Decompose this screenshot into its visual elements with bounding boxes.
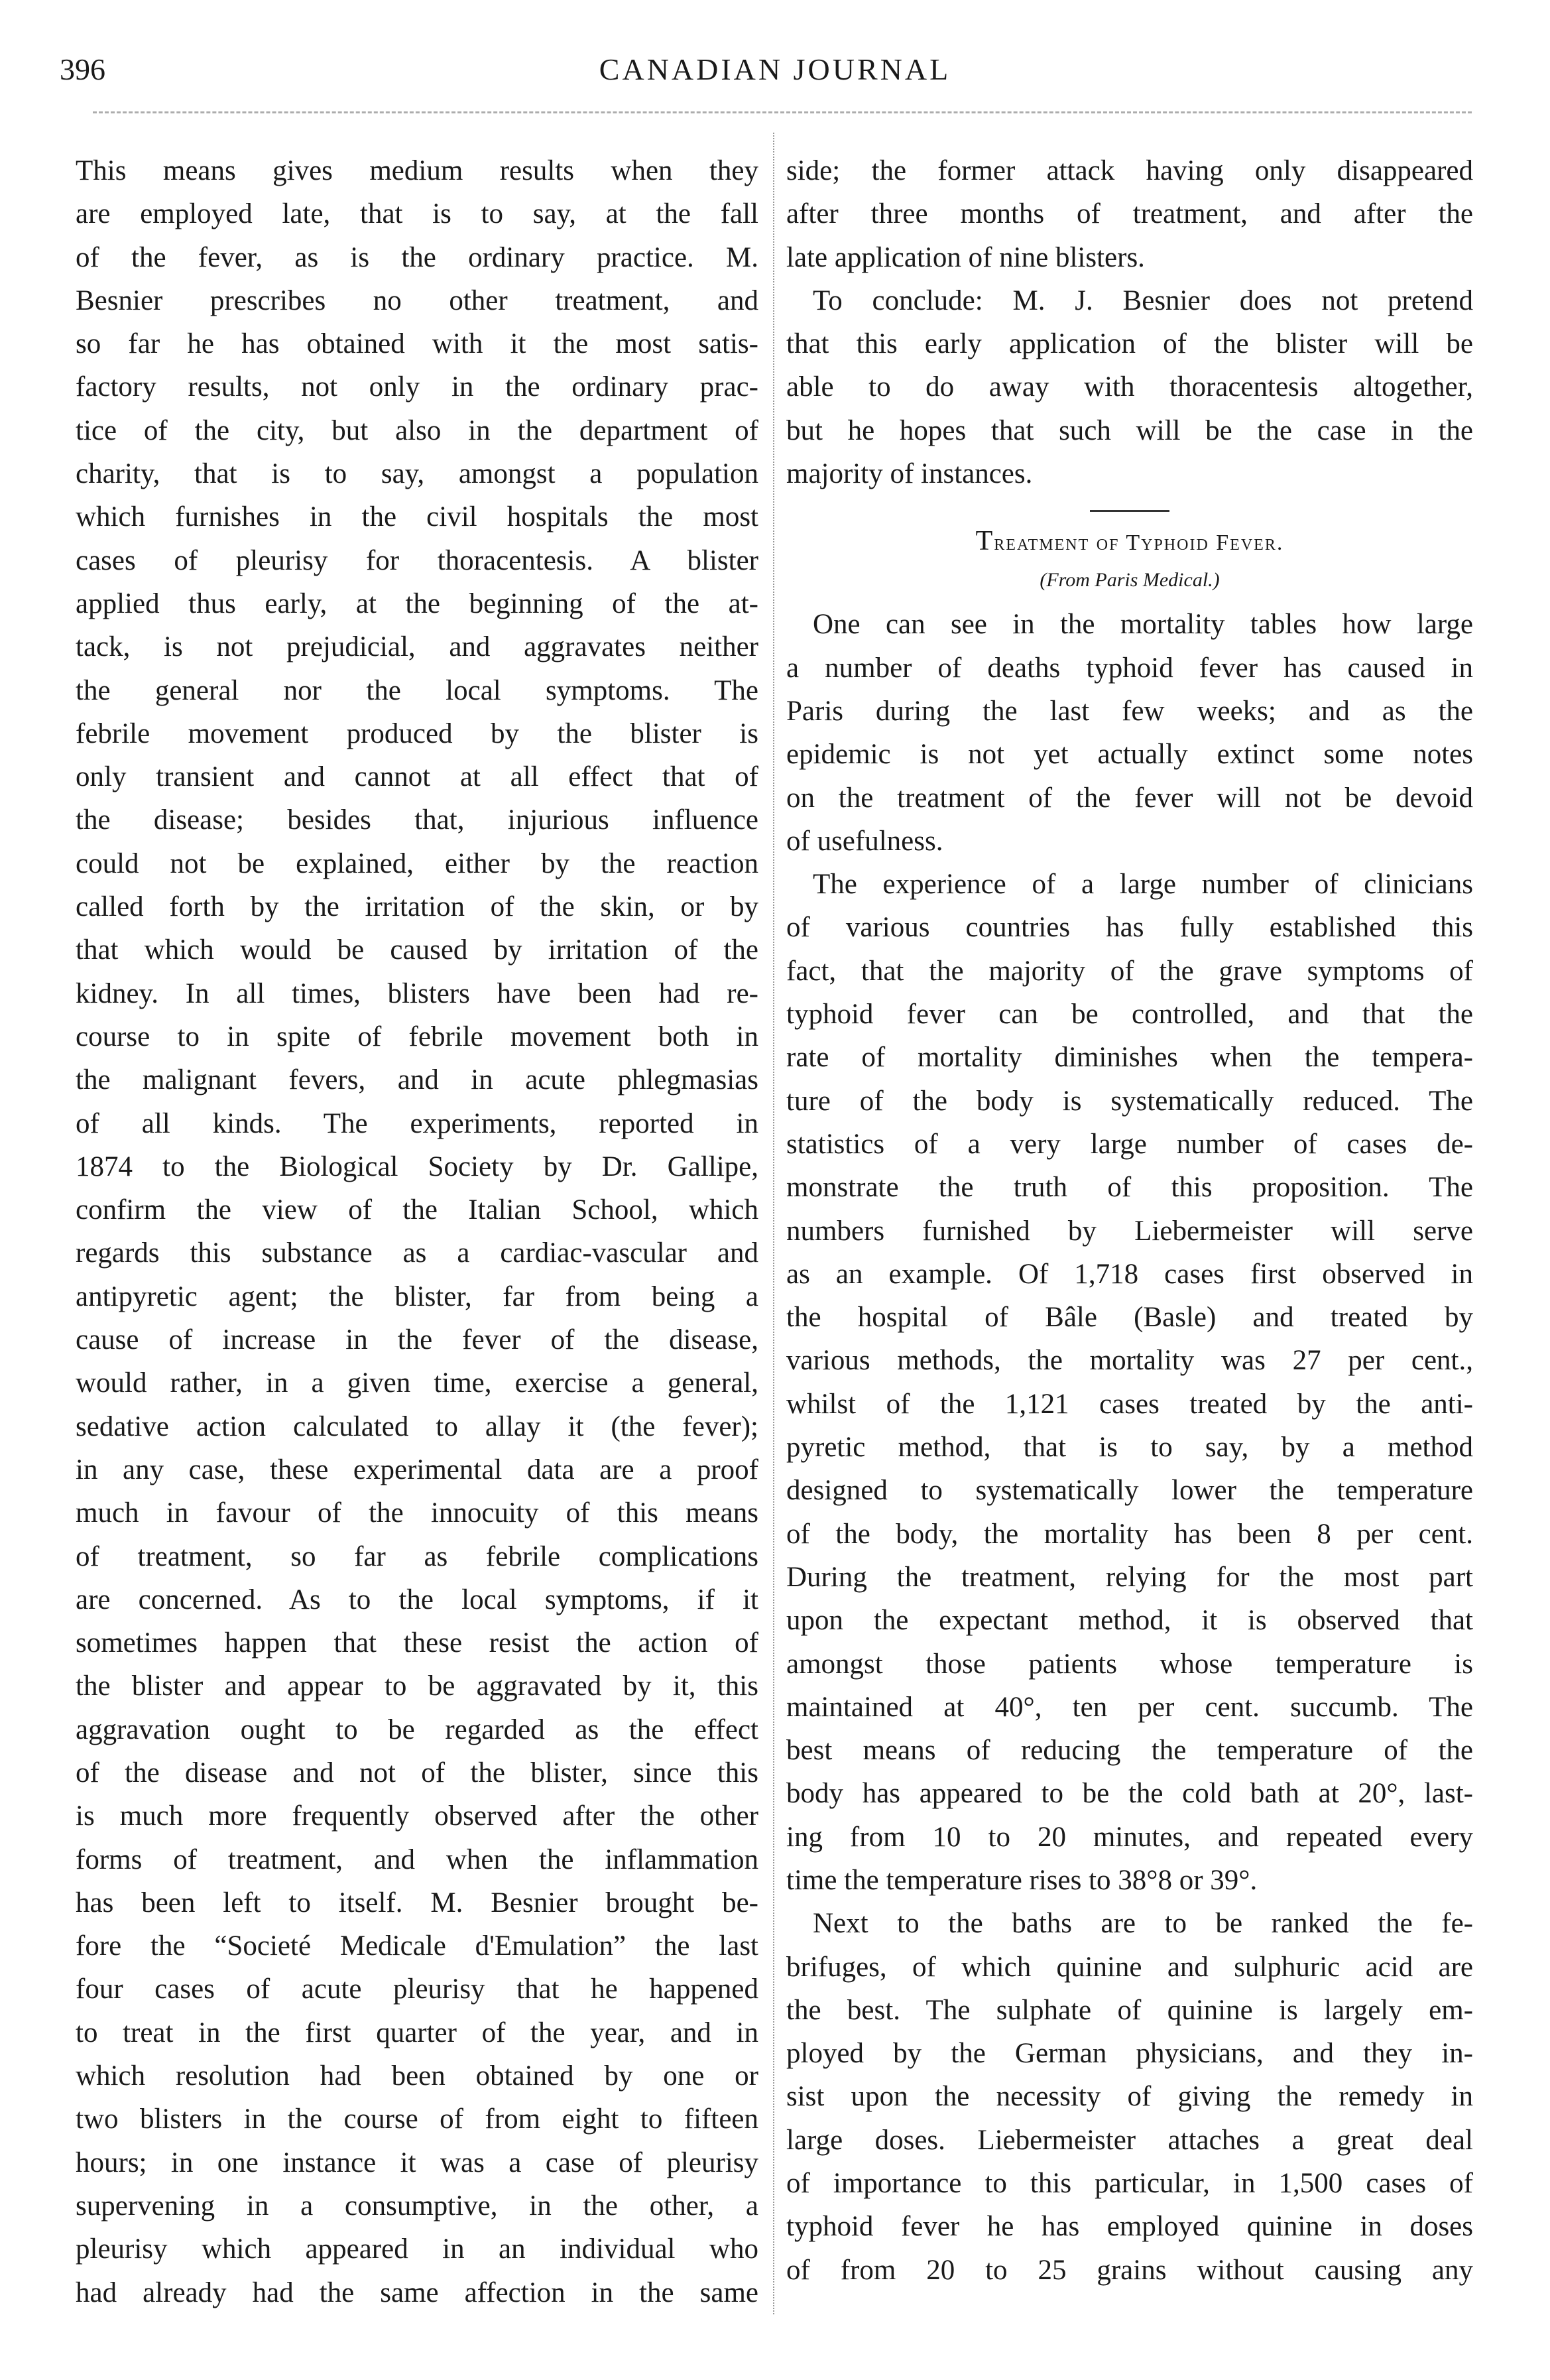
text-line: the malignant fevers, and in acute phlegmasias xyxy=(76,1064,758,1096)
text-line: cases of pleurisy for thoracentesis. A blister xyxy=(76,544,758,576)
text-line: ture of the body is systematically reduced. The xyxy=(786,1085,1473,1117)
text-line: confirm the view of the Italian School, which xyxy=(76,1194,758,1226)
text-line: the hospital of Bâle (Basle) and treated by xyxy=(786,1302,1473,1334)
text-line: are employed late, that is to say, at the fall xyxy=(76,198,758,230)
text-line: 1874 to the Biological Society by Dr. Gallipe, xyxy=(76,1151,758,1182)
column-divider xyxy=(773,133,774,2314)
text-line: called forth by the irritation of the skin, or by xyxy=(76,891,758,923)
text-line: typhoid fever he has employed quinine in doses xyxy=(786,2211,1473,2243)
text-line: late application of nine blisters. xyxy=(786,241,1145,273)
text-line: supervening in a consumptive, in the other, a xyxy=(76,2190,758,2222)
text-line: ployed by the German physicians, and they in- xyxy=(786,2038,1473,2070)
text-line: the blister and appear to be aggravated by it, this xyxy=(76,1670,758,1702)
left-column-body xyxy=(76,149,758,2314)
text-line: would rather, in a given time, exercise a general, xyxy=(76,1367,758,1399)
text-line: has been left to itself. M. Besnier brought be- xyxy=(76,1887,758,1918)
text-line: of various countries has fully established this xyxy=(786,912,1473,944)
text-line: of importance to this particular, in 1,500 cases of xyxy=(786,2168,1473,2200)
text-line: large doses. Liebermeister attaches a great deal xyxy=(786,2124,1473,2156)
text-line: whilst of the 1,121 cases treated by the anti- xyxy=(786,1388,1473,1420)
text-line: applied thus early, at the beginning of the at- xyxy=(76,588,758,619)
text-line: pyretic method, that is to say, by a method xyxy=(786,1432,1473,1464)
text-line: charity, that is to say, amongst a population xyxy=(76,458,758,490)
text-line: fact, that the majority of the grave symptoms of xyxy=(786,955,1473,987)
text-line: of usefulness. xyxy=(786,825,943,857)
text-line: hours; in one instance it was a case of pleurisy xyxy=(76,2147,758,2178)
text-line: amongst those patients whose temperature is xyxy=(786,1648,1473,1680)
text-line: after three months of treatment, and after the xyxy=(786,198,1473,230)
text-line: the best. The sulphate of quinine is largely em- xyxy=(786,1994,1473,2026)
text-line: antipyretic agent; the blister, far from being a xyxy=(76,1281,758,1312)
text-line: in any case, these experimental data are a proof xyxy=(76,1454,758,1485)
text-line: typhoid fever can be controlled, and that the xyxy=(786,999,1473,1031)
text-line: This means gives medium results when they xyxy=(76,155,758,186)
section-source: (From Paris Medical.) xyxy=(1040,569,1220,592)
text-line: aggravation ought to be regarded as the effect xyxy=(76,1714,758,1745)
text-line: various methods, the mortality was 27 per cent., xyxy=(786,1345,1473,1377)
text-line: The experience of a large number of clinicians xyxy=(813,869,1473,901)
paragraph xyxy=(786,149,1473,279)
text-line: tice of the city, but also in the department of xyxy=(76,414,758,446)
text-line: best means of reducing the temperature of the xyxy=(786,1735,1473,1767)
text-line: two blisters in the course of from eight to fifteen xyxy=(76,2103,758,2135)
text-line: of the disease and not of the blister, since this xyxy=(76,1757,758,1788)
text-line: time the temperature rises to 38°8 or 39°. xyxy=(786,1864,1258,1896)
text-line: is much more frequently observed after the other xyxy=(76,1800,758,1832)
text-line: of the body, the mortality has been 8 per cent. xyxy=(786,1518,1473,1550)
text-line: numbers furnished by Liebermeister will serve xyxy=(786,1215,1473,1247)
text-line: epidemic is not yet actually extinct some notes xyxy=(786,739,1473,771)
text-line: the general nor the local symptoms. The xyxy=(76,674,758,706)
text-line: brifuges, of which quinine and sulphuric acid are xyxy=(786,1951,1473,1983)
right-column xyxy=(786,149,1473,2292)
text-line: as an example. Of 1,718 cases first observed in xyxy=(786,1258,1473,1290)
text-line: able to do away with thoracentesis altogether, xyxy=(786,371,1473,403)
paragraph xyxy=(786,1902,1473,2292)
text-line: so far he has obtained with it the most satis- xyxy=(76,328,758,360)
paragraph xyxy=(786,603,1473,863)
section-heading: Treatment of Typhoid Fever. xyxy=(975,526,1284,557)
running-title: CANADIAN JOURNAL xyxy=(599,52,951,86)
text-line: statistics of a very large number of cases de- xyxy=(786,1128,1473,1160)
text-line: Besnier prescribes no other treatment, and xyxy=(76,284,758,316)
text-line: that this early application of the blister will be xyxy=(786,328,1473,360)
section-rule xyxy=(1090,510,1169,512)
text-line: regards this substance as a cardiac-vascular and xyxy=(76,1237,758,1269)
text-line: to treat in the first quarter of the year, and in xyxy=(76,2017,758,2048)
text-line: course to in spite of febrile movement both in xyxy=(76,1021,758,1052)
article-body xyxy=(786,603,1473,2292)
text-line: four cases of acute pleurisy that he happened xyxy=(76,1973,758,2005)
text-line: fore the “Societé Medicale d'Emulation” the last xyxy=(76,1930,758,1962)
text-line: had already had the same affection in the same xyxy=(76,2277,758,2308)
text-line: of all kinds. The experiments, reported in xyxy=(76,1107,758,1139)
text-line: sometimes happen that these resist the action of xyxy=(76,1627,758,1659)
right-column-continuation xyxy=(786,149,1473,495)
text-line: designed to systematically lower the temperature xyxy=(786,1475,1473,1507)
text-line: but he hopes that such will be the case in the xyxy=(786,414,1473,446)
text-line: of from 20 to 25 grains without causing any xyxy=(786,2254,1473,2286)
page-number: 396 xyxy=(60,52,105,86)
text-line: kidney. In all times, blisters have been had re- xyxy=(76,977,758,1009)
paragraph xyxy=(76,149,758,2314)
text-line: sedative action calculated to allay it (the fever); xyxy=(76,1410,758,1442)
text-line: much in favour of the innocuity of this means xyxy=(76,1497,758,1529)
text-line: Next to the baths are to be ranked the fe- xyxy=(813,1908,1473,1940)
text-line: Paris during the last few weeks; and as the xyxy=(786,695,1473,727)
text-line: tack, is not prejudicial, and aggravates neither xyxy=(76,631,758,663)
text-line: During the treatment, relying for the most part xyxy=(786,1561,1473,1593)
text-line: factory results, not only in the ordinary prac- xyxy=(76,371,758,403)
text-line: monstrate the truth of this proposition. The xyxy=(786,1172,1473,1204)
text-line: a number of deaths typhoid fever has caused in xyxy=(786,652,1473,684)
text-line: To conclude: M. J. Besnier does not pretend xyxy=(813,284,1473,316)
text-line: body has appeared to be the cold bath at 20°, last- xyxy=(786,1778,1473,1810)
text-line: sist upon the necessity of giving the remedy in xyxy=(786,2081,1473,2113)
text-line: which resolution had been obtained by one or xyxy=(76,2060,758,2092)
text-line: pleurisy which appeared in an individual who xyxy=(76,2233,758,2265)
text-line: febrile movement produced by the blister is xyxy=(76,718,758,749)
text-line: only transient and cannot at all effect that of xyxy=(76,761,758,793)
text-line: forms of treatment, and when the inflammation xyxy=(76,1844,758,1875)
text-line: of the fever, as is the ordinary practice. M. xyxy=(76,241,758,273)
text-line: maintained at 40°, ten per cent. succumb. The xyxy=(786,1691,1473,1723)
left-column xyxy=(76,149,758,2314)
text-line: cause of increase in the fever of the disease, xyxy=(76,1324,758,1356)
text-line: upon the expectant method, it is observed that xyxy=(786,1605,1473,1637)
text-line: the disease; besides that, injurious influence xyxy=(76,804,758,836)
paragraph xyxy=(786,279,1473,495)
text-line: One can see in the mortality tables how large xyxy=(813,609,1473,641)
text-line: ing from 10 to 20 minutes, and repeated every xyxy=(786,1821,1473,1853)
text-line: which furnishes in the civil hospitals the most xyxy=(76,501,758,533)
text-line: could not be explained, either by the reaction xyxy=(76,847,758,879)
header-rule xyxy=(93,111,1472,113)
text-line: rate of mortality diminishes when the tempera- xyxy=(786,1042,1473,1074)
text-line: are concerned. As to the local symptoms, if it xyxy=(76,1584,758,1615)
text-line: of treatment, so far as febrile complications xyxy=(76,1540,758,1572)
paragraph xyxy=(786,863,1473,1902)
text-line: that which would be caused by irritation of the xyxy=(76,934,758,966)
text-line: majority of instances. xyxy=(786,458,1033,490)
text-line: side; the former attack having only disappeared xyxy=(786,155,1473,186)
text-line: on the treatment of the fever will not be devoid xyxy=(786,782,1473,814)
